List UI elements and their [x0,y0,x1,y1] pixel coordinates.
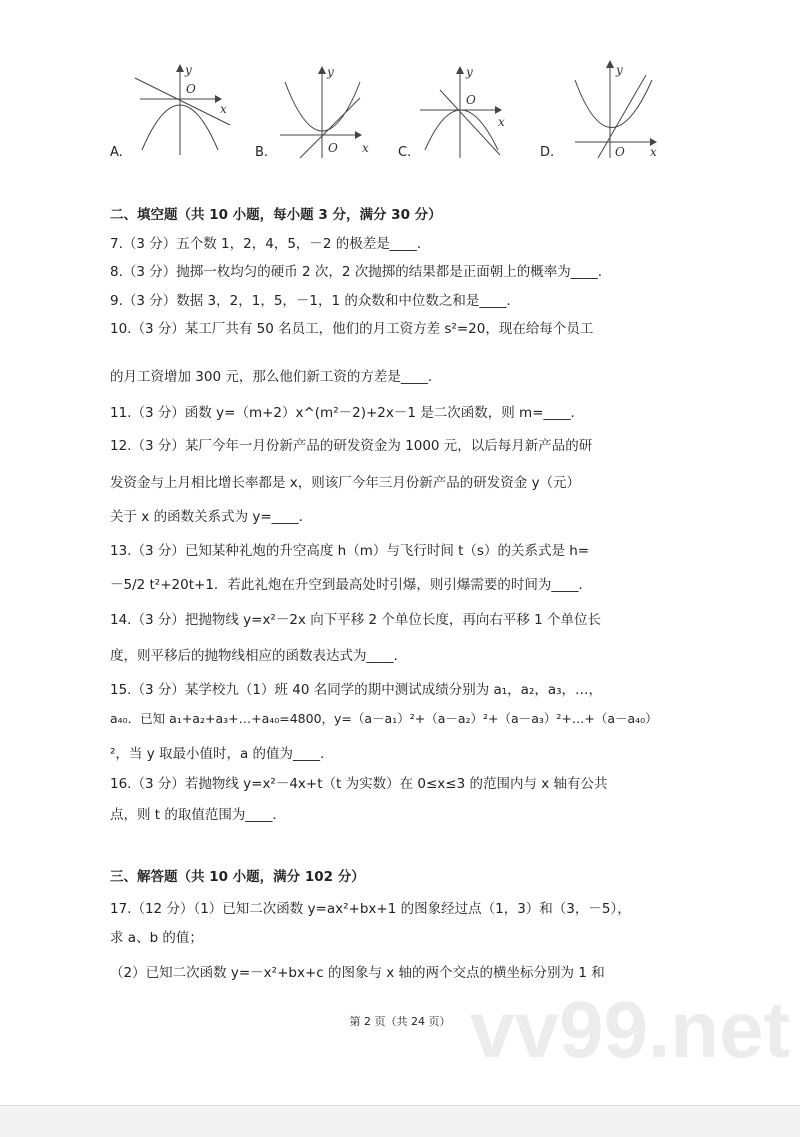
question-14: 14.（3 分）把抛物线 y=x²－2x 向下平移 2 个单位长度，再向右平移 1 个单位长 [110,612,602,628]
option-c-label: C. [398,145,412,160]
question-8: 8.（3 分）抛掷一枚均匀的硬币 2 次，2 次抛掷的结果都是正面朝上的概率为____. [110,264,603,280]
section3-heading: 三、解答题（共 10 小题，满分 102 分） [110,869,365,885]
graph-c [410,60,520,160]
axis-label-y: y [185,63,192,77]
question-10-cont: 的月工资增加 300 元，那么他们新工资的方差是____. [110,369,433,385]
question-13: 13.（3 分）已知某种礼炮的升空高度 h（m）与飞行时间 t（s）的关系式是 h= [110,543,590,559]
axis-label-x: x [362,141,369,155]
option-d-label: D. [540,145,555,160]
graph-b [265,60,375,160]
question-14-cont: 度，则平移后的抛物线相应的函数表达式为____. [110,648,398,664]
question-17-part2: （2）已知二次函数 y=－x²+bx+c 的图象与 x 轴的两个交点的横坐标分别为 1 和 [110,965,605,981]
origin-label: O [186,82,196,96]
question-17: 17.（12 分）（1）已知二次函数 y=ax²+bx+1 的图象经过点（1，3）和（3，－5）， [110,901,631,917]
viewer-background [0,1106,800,1137]
question-10: 10.（3 分）某工厂共有 50 名员工，他们的月工资方差 s²=20，现在给每个员工 [110,321,594,337]
axis-label-y: y [616,63,623,77]
question-13-cont: －5/2 t²+20t+1．若此礼炮在升空到最高处时引爆，则引爆需要的时间为____. [110,577,583,593]
axis-label-x: x [498,115,505,129]
question-7: 7.（3 分）五个数 1，2，4，5，－2 的极差是____. [110,236,422,252]
question-12-cont: 发资金与上月相比增长率都是 x，则该厂今年三月份新产品的研发资金 y（元） [110,475,581,491]
option-a-label: A. [110,145,123,160]
question-16: 16.（3 分）若抛物线 y=x²－4x+t（t 为实数）在 0≤x≤3 的范围内与 x 轴有公共 [110,776,608,792]
question-11: 11.（3 分）函数 y=（m+2）x^(m²－2)+2x－1 是二次函数，则 m=____. [110,405,575,421]
question-16-cont: 点，则 t 的取值范围为____. [110,807,277,823]
watermark: vv99.net [470,985,791,1074]
origin-label: O [328,141,338,155]
question-15: 15.（3 分）某学校九（1）班 40 名同学的期中测试成绩分别为 a₁，a₂，a₃，…， [110,682,603,698]
graph-a [130,60,240,160]
axis-label-y: y [466,65,473,79]
page-footer: 第 2 页（共 24 页） [349,1015,451,1028]
question-12: 12.（3 分）某厂今年一月份新产品的研发资金为 1000 元，以后每月新产品的研 [110,438,593,454]
question-12-cont2: 关于 x 的函数关系式为 y=____. [110,509,303,525]
axis-label-x: x [650,145,657,159]
option-b-label: B. [255,145,269,160]
graph-d [560,60,670,160]
question-17-cont: 求 a、b 的值； [110,930,203,946]
axis-label-y: y [327,65,334,79]
origin-label: O [466,93,476,107]
axis-label-x: x [220,102,227,116]
origin-label: O [615,145,625,159]
section2-heading: 二、填空题（共 10 小题，每小题 3 分，满分 30 分） [110,207,442,223]
question-9: 9.（3 分）数据 3，2，1，5，－1，1 的众数和中位数之和是____. [110,293,511,309]
question-15-cont: a₄₀．已知 a₁+a₂+a₃+…+a₄₀=4800，y=（a－a₁）²+（a－a₂）²+（a－a₃）²+…+（a－a₄₀） [110,711,658,726]
question-15-cont2: ²，当 y 取最小值时，a 的值为____. [110,746,325,762]
